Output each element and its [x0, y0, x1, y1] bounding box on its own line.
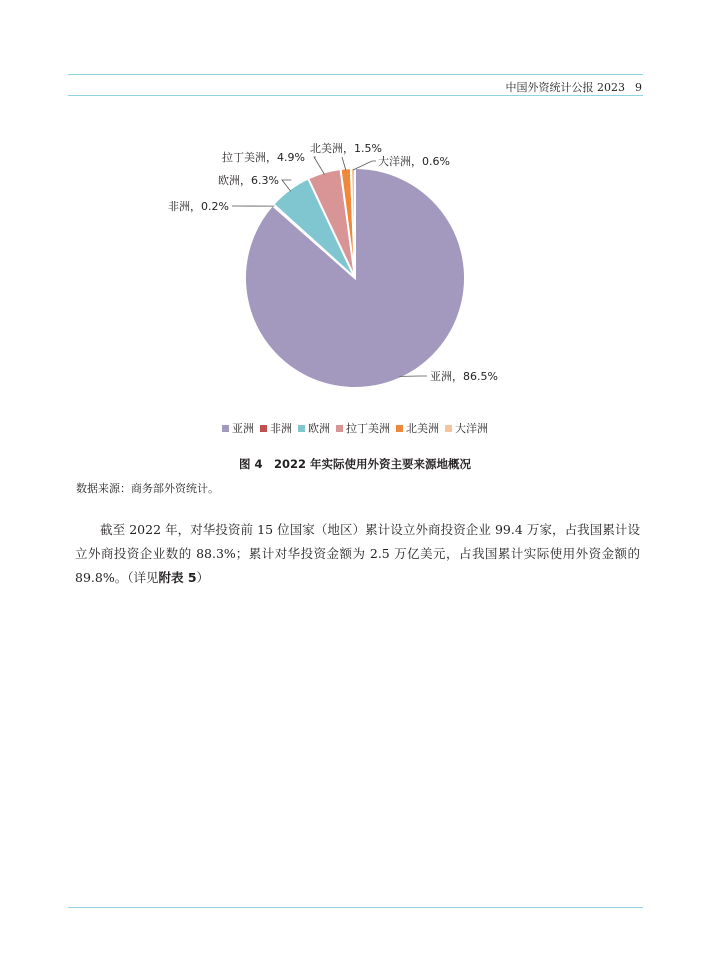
data-source-note: 数据来源：商务部外资统计。 — [76, 482, 219, 495]
leader-line-latin-america — [314, 157, 325, 174]
legend-label-latin-america: 拉丁美洲 — [346, 422, 390, 435]
page-number: 9 — [635, 81, 642, 94]
pie-chart — [0, 0, 710, 420]
appendix-reference: 附表 5 — [158, 570, 197, 585]
legend-label-oceania: 大洋洲 — [455, 422, 488, 435]
legend-swatch-asia — [222, 425, 229, 432]
data-label-latin-america: 拉丁美洲，4.9% — [222, 151, 305, 164]
legend-label-europe: 欧洲 — [308, 422, 330, 435]
legend-label-north-america: 北美洲 — [406, 422, 439, 435]
legend-label-africa: 非洲 — [270, 422, 292, 435]
figure-caption: 图 4 2022 年实际使用外资主要来源地概况 — [238, 457, 471, 471]
legend-item-latin-america — [336, 420, 390, 436]
data-label-africa: 非洲，0.2% — [168, 200, 229, 213]
paragraph-text: 截至 2022 年，对华投资前 15 位国家（地区）累计设立外商投资企业 99.4 万家，占我国累计设立外商投资企业数的 88.3%；累计对华投资金额为 2.5 万亿美元，占我国累计实际使用外资金额的 89.8%。（详见 — [75, 522, 640, 585]
legend-swatch-latin-america — [336, 425, 343, 432]
legend-item-africa — [260, 420, 292, 436]
legend-swatch-africa — [260, 425, 267, 432]
legend-item-oceania — [445, 420, 488, 436]
chart-legend — [0, 420, 710, 436]
footer-rule — [68, 907, 643, 908]
legend-swatch-north-america — [396, 425, 403, 432]
legend-swatch-europe — [298, 425, 305, 432]
publication-title: 中国外资统计公报 2023 — [505, 81, 625, 94]
body-paragraph — [75, 518, 640, 590]
legend-item-asia — [222, 420, 254, 436]
legend-label-asia: 亚洲 — [232, 422, 254, 435]
data-label-oceania: 大洋洲，0.6% — [378, 155, 450, 168]
paragraph-end: ） — [196, 570, 210, 585]
legend-swatch-oceania — [445, 425, 452, 432]
data-label-europe: 欧洲，6.3% — [218, 174, 279, 187]
data-label-asia: 亚洲，86.5% — [430, 370, 498, 383]
legend-item-europe — [298, 420, 330, 436]
legend-item-north-america — [396, 420, 439, 436]
data-label-north-america: 北美洲，1.5% — [310, 142, 382, 155]
